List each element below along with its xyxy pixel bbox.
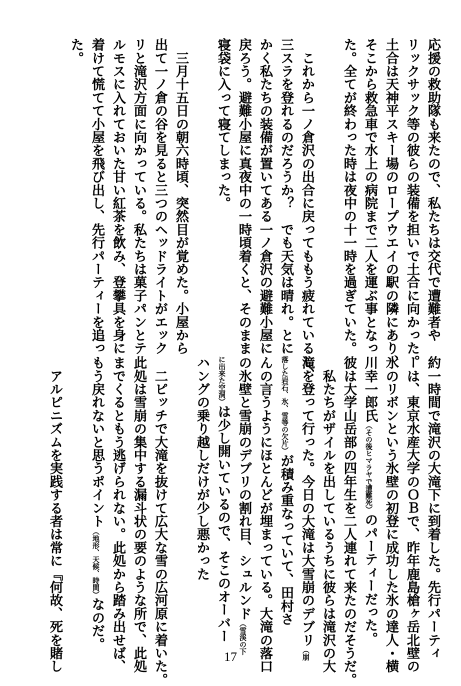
line-text: ルモスに入れておいた甘い紅茶を飲み、登攀具を身に [110,38,125,355]
text-line [422,356,443,660]
text-line [44,356,65,673]
inline-note: （崩 [302,646,311,661]
text-line [422,38,443,342]
line-text: そこから救急車で水上の病院まで二人を運ぶ事となっ [362,38,377,355]
text-line [212,356,233,648]
text-line [275,356,296,648]
line-text: 寝袋に入って寝てしまった。 [215,38,230,210]
inline-note: （雪渓の下 [239,620,248,655]
text-line [86,38,107,355]
text-line [191,356,212,648]
line-text: が積み重なっていて、田村さ [278,454,293,626]
text-line [128,38,149,355]
line-text: 三スラを登れるのだろうか？ でも天気は晴れ。とに [278,38,293,355]
line-text: リックサック等の彼らの装備を担いで土合に向かった。 [404,38,419,368]
inline-note: に出来た空洞） [218,356,227,405]
line-text: かく私たちの装備が置いてある一ノ倉沢の避難小屋に [257,38,272,355]
line-text: 川幸一郎氏 [362,356,377,422]
text-line [65,38,86,318]
line-text: は少し開いているので、そこのオーバー [215,405,230,643]
inline-note: （その後ヒマラヤで遭難死） [365,422,374,513]
line-text: んの言うようにほとんどが埋まっている。大滝の落口 [257,356,272,673]
text-line [149,38,170,355]
line-text: 応援の救助隊も来たので、私たちは交代で遭難者や [425,38,440,342]
text-line [212,38,233,318]
text-line [338,356,359,686]
line-text: 此処は雪崩の集中する漏斗状の要のような所で、此処 [131,356,146,673]
line-text: 滝を登って行った。今日の大滝は大雪崩のデブリ [299,356,314,647]
text-line [359,38,380,355]
text-line [359,356,380,648]
page-number: 17 [224,649,237,664]
line-text: 二ピッチで大滝を抜けて広大な雪の広河原に着いた。 [152,356,167,686]
text-line [317,356,338,673]
text-line [128,356,149,673]
inline-note: 落した岩石、氷、雪等の欠片） [281,356,290,454]
line-text: 約一時間で滝沢の大滝下に到着した。先行パーティ [425,356,440,660]
line-text: ハングの乗り越しだけが少し悪かった [194,356,209,581]
line-text: た。全てが終わった時は夜中の十一時を過ぎていた。 [341,38,356,355]
text-line [107,356,128,673]
line-text: 出て一ノ倉の谷を見ると三つのヘッドライトがエック [152,38,167,355]
text-line [107,38,128,355]
text-line [254,356,275,673]
line-text: 土合は天神平スキー場のロープウエイの駅の隣にあり、 [383,38,398,368]
text-line [149,356,170,686]
text-line [86,356,107,651]
text-line [401,38,422,368]
line-text: のパーティーだった。 [362,513,377,645]
line-text: の氷壁と雪崩のデブリの割れ目、シュルンド [236,356,251,620]
text-line [380,356,401,673]
text-line [275,38,296,355]
line-text: た。 [68,38,83,65]
text-line [401,356,422,673]
line-text: アルピニズムを実践する者は常に『何故、死を賭し [47,356,62,673]
line-text: もう戻れないと思うポイント [89,356,104,528]
text-line [338,38,359,355]
text-line [254,38,275,355]
line-text: までくるともう逃げられない。此処から踏み出せば、 [110,356,125,673]
line-text: 彼は大学山岳部の四年生を二人連れて来たのだそうだ。 [341,356,356,686]
text-line [380,38,401,368]
line-text: 三月十五日の朝六時頃、突然目が覚めた。小屋から [173,38,188,355]
line-text: ーは、東京水産大学のＯＢで、昨年鹿島槍ヶ岳北壁の [404,356,419,673]
paragraph-gap [65,356,86,648]
line-text: なのだ。 [89,597,104,651]
line-text: 着けて慌てて小屋を飛び出し、先行パーティーを追っ [89,38,104,355]
text-line [233,38,254,355]
inline-note: （地形、天候、時間） [92,527,101,598]
line-text: 戻ろう。避難小屋に真夜中の一時頃着くと、そのまま [236,38,251,355]
paragraph-gap [191,38,212,318]
line-text: これから一ノ倉沢の出合に戻ってももう疲れているし、 [299,38,314,382]
paragraph-gap [170,356,191,648]
line-text: リと滝沢方面に向かっている。私たちは菓子パンとテ [131,38,146,355]
text-line [296,38,317,382]
paragraph-gap [317,38,338,318]
line-text: 氷のリボンという氷壁の初登に成功した氷の達人・横 [383,356,398,673]
text-line [233,356,254,655]
text-line [296,356,317,661]
text-line [170,38,191,355]
line-text: 私たちがザイルを出しているうちに彼らは滝沢の大 [320,356,335,673]
